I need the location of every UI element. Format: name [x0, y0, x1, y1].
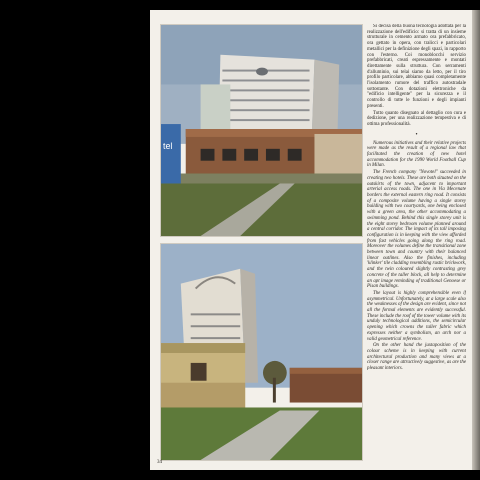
sign-text: tel [162, 140, 173, 151]
page-number: 34 [157, 460, 162, 465]
article-text-column [367, 24, 466, 464]
english-paragraph: Numerous initiatives and their relative projects were made as the result of a regional law that facilitated the creation of new hotel accommodation for the 1990 World Football Cup in Milan. [367, 140, 466, 169]
english-paragraph: The French company "Novotel" succeeded in creating two hotels. These are both situated on the outskirts of the town, adjacent to important arterial access roads. The one in Via Mecenate borders the external eastern ring road. It consists of a composite volume having a single storey building with two courtyards, one being enclosed with a green area, the other accommodating a swimming pond. Behind this single storey unit is the eight storey bedroom volume planned around a central corridor. The impact of its tall imposing configuration is in keeping with the view afforded from fast vehicles going along the ring road. Moreover the volumes define the transitional zone between town and country with their balanced linear outlines. Also the finishes, including 'klinker' tile cladding resembling rustic brickwork, and the twin coloured slightly contrasting grey concrete of the taller block, all help to determine an apt image reminding of traditional Genoese or Pisan buildings. [367, 170, 466, 290]
italian-paragraph: Si decisa della buona tecnologia adottata per la realizzazione dell'edificio: si tratta di un insieme strutturale in cemento armato ora prefabbricato, ora gettato in opera, con tralicci e particolari metallici per la definizione degli spazi, in rapporto con l'esterno. Coi monoblocchi servizio prefabbricati, creati espressamente e montati direttamente sulla struttura. Con serramenti d'alluminio, sui telai siamo da letto, per il tiro profilo particolare, abbiamo quasi completamente l'isolamento rumore del traffico autostradale sottostante. Con dotazioni elettroniche da "edificio intelligente" per la sicurezza e il controllo di tutte le funzioni e degli impianti presenti. [367, 24, 466, 109]
italian-paragraph: Tutto quanto disegnato al dettaglio con cura e dedizione, per una realizzazione tempestiva e di ottima professionalità. [367, 110, 466, 127]
magazine-page [150, 10, 472, 470]
english-paragraph: The layout is highly comprehensible even if asymmetrical. Unfortunately, at a large scale also the weaknesses of the design are evident, since not all the formal elements are evidently successful. These include the roof of the tower volume with its unduly technological additions, the semicircular opening which crowns the taller fabric which expresses neither a symbolism, an arch nor a valid geometrical reference. [367, 290, 466, 342]
hotel-photo-front [160, 24, 363, 237]
hotel-photo-side [160, 243, 363, 461]
page-edge-shadow [472, 10, 480, 470]
english-paragraph: On the other hand the juxtaposition of the colour scheme is in keeping with current architectural production and many views at a closer range are attractively suggestive, as are the pleasant interiors. [367, 343, 466, 372]
section-separator: • [415, 131, 418, 138]
